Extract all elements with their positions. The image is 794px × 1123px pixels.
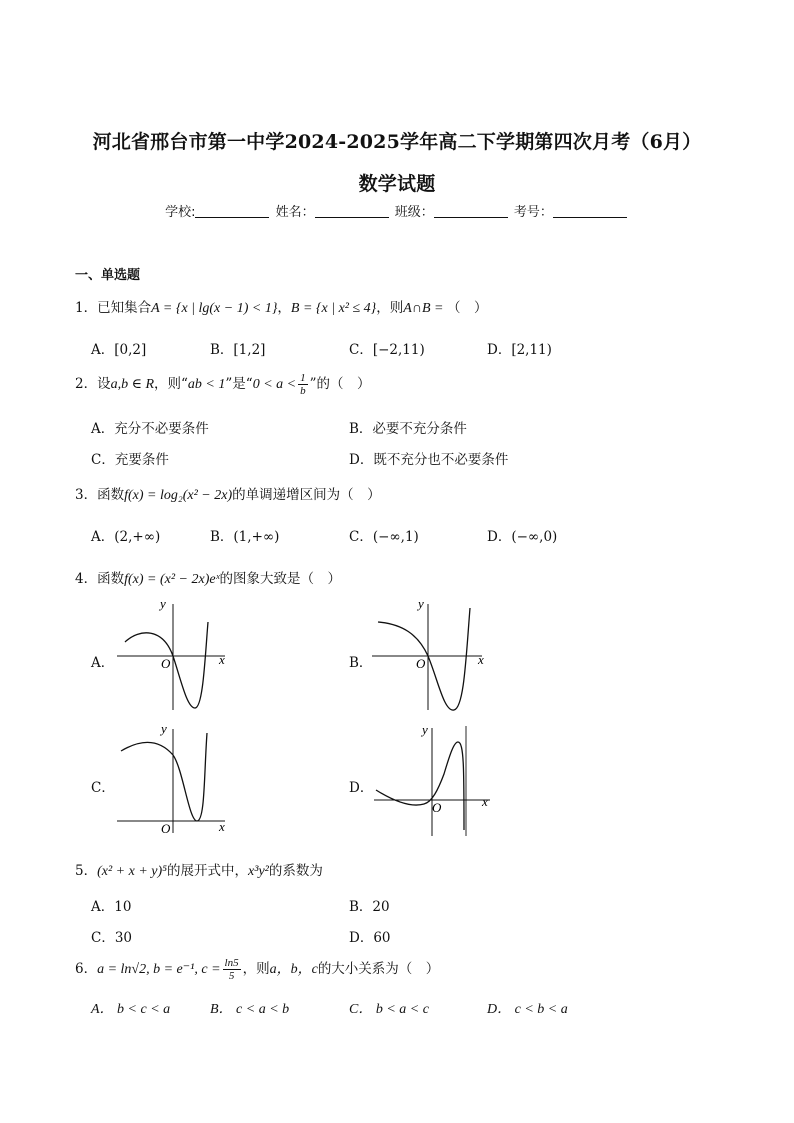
q4-graph-c[interactable] — [115, 725, 235, 837]
q4-graph-b[interactable] — [370, 598, 490, 714]
question-number: 4． — [75, 571, 98, 587]
stem-math: a = ln√2, b = e⁻¹, c = — [97, 962, 221, 977]
curve — [121, 733, 207, 821]
q3-option-d[interactable]: D．(−∞,0) — [487, 529, 558, 545]
origin-label: O — [416, 656, 426, 671]
stem-math: 0 < a < — [252, 377, 297, 392]
field-name-blank[interactable] — [315, 204, 389, 218]
y-label: y — [418, 598, 424, 611]
q5-option-a[interactable]: A．10 — [91, 899, 132, 915]
stem-text: 已知集合 — [97, 300, 152, 316]
q4-graph-a[interactable] — [115, 598, 235, 714]
q1-option-b[interactable]: B．[1,2] — [210, 342, 266, 358]
q4-graph-d[interactable] — [372, 720, 496, 840]
question-number: 3． — [75, 487, 98, 503]
q3-option-a[interactable]: A．(2,+∞) — [91, 529, 161, 545]
field-class-label: 班级： — [394, 205, 434, 220]
fraction-numerator: ln5 — [224, 957, 239, 969]
origin-label: O — [432, 800, 442, 815]
fraction-denominator: 5 — [228, 970, 235, 982]
q4-option-a[interactable]: A． — [91, 655, 115, 671]
y-label: y — [422, 722, 428, 737]
stem-text: 函数 — [97, 571, 125, 587]
q4-option-d[interactable]: D． — [349, 780, 374, 796]
q6-option-b[interactable]: B． c < a < b — [210, 1002, 290, 1017]
stem-math: f(x) = (x² − 2x)eˣ — [124, 572, 220, 587]
question-3-stem — [75, 483, 381, 504]
stem-math: (x² + x + y)⁵ — [97, 864, 168, 879]
q1-option-c[interactable]: C．[−2,11) — [349, 342, 425, 358]
question-4-stem — [75, 567, 341, 588]
stem-math: B = {x | x² ≤ 4} — [290, 301, 377, 316]
stem-text: 函数 — [97, 487, 125, 503]
stem-math: A = {x | lg(x − 1) < 1} — [151, 301, 278, 316]
stem-text: 的系数为 — [268, 863, 323, 879]
stem-math: f(x) = log₂(x² − 2x) — [124, 488, 233, 503]
stem-math: ab < 1 — [187, 377, 226, 392]
origin-label: O — [161, 821, 171, 836]
x-label: x — [219, 819, 225, 834]
stem-text: 的大小关系为（ ） — [317, 961, 440, 977]
origin-label: O — [161, 656, 171, 671]
q5-option-b[interactable]: B．20 — [349, 899, 390, 915]
stem-text: ”是“ — [225, 376, 253, 392]
exam-subtitle: 数学试题 — [358, 173, 436, 195]
field-id-blank[interactable] — [553, 204, 627, 218]
q1-option-d[interactable]: D．[2,11) — [487, 342, 552, 358]
stem-text: ，则“ — [154, 376, 188, 392]
question-5-stem — [75, 859, 323, 880]
q6-option-d[interactable]: D． c < b < a — [487, 1002, 568, 1017]
q6-option-c[interactable]: C． b < a < c — [349, 1002, 429, 1017]
q4-option-b[interactable]: B． — [349, 655, 373, 671]
stem-text: ，则 — [242, 961, 270, 977]
student-info-line — [0, 201, 794, 220]
q5-option-c[interactable]: C．30 — [91, 930, 133, 946]
question-6-stem — [75, 957, 439, 982]
stem-text: 的展开式中， — [167, 863, 249, 879]
question-number: 2． — [75, 376, 98, 392]
x-label: x — [219, 652, 225, 667]
q1-option-a[interactable]: A．[0,2] — [91, 342, 147, 358]
q2-option-b[interactable]: B．必要不充分条件 — [349, 421, 467, 437]
q3-option-c[interactable]: C．(−∞,1) — [349, 529, 419, 545]
stem-text: ”的（ ） — [309, 376, 371, 392]
y-label: y — [160, 598, 166, 611]
question-number: 5． — [75, 863, 98, 879]
question-2-stem — [75, 372, 371, 397]
stem-math: a，b，c — [269, 962, 318, 977]
question-1-stem — [75, 296, 487, 317]
question-number: 6． — [75, 961, 98, 977]
stem-text: 的图象大致是（ ） — [219, 571, 342, 587]
x-label: x — [478, 652, 484, 667]
x-label: x — [482, 794, 488, 809]
stem-text: ， — [277, 300, 291, 316]
field-id-label: 考号： — [513, 205, 553, 220]
y-label: y — [161, 725, 167, 736]
q4-option-c[interactable]: C． — [91, 780, 115, 796]
question-number: 1． — [75, 300, 98, 316]
stem-text: ，则 — [376, 300, 404, 316]
exam-title: 河北省邢台市第一中学2024-2025学年高二下学期第四次月考（6月） — [92, 131, 702, 153]
q6-option-a[interactable]: A． b < c < a — [91, 1002, 171, 1017]
stem-math: x³y² — [248, 864, 269, 879]
q2-option-d[interactable]: D．既不充分也不必要条件 — [349, 452, 509, 468]
stem-text: 设 — [97, 376, 111, 392]
q3-option-b[interactable]: B．(1,+∞) — [210, 529, 280, 545]
field-class-blank[interactable] — [434, 204, 508, 218]
q2-option-c[interactable]: C．充要条件 — [91, 452, 169, 468]
stem-math: A∩B = — [403, 301, 447, 316]
curve — [376, 742, 464, 830]
field-school-label: 学校: — [165, 205, 196, 220]
fraction-1-over-b — [298, 372, 308, 397]
q5-option-d[interactable]: D．60 — [349, 930, 391, 946]
stem-math: a,b ∈ R — [110, 377, 155, 392]
fraction-ln5-over-5 — [223, 957, 241, 982]
stem-text: 的单调递增区间为（ ） — [232, 487, 381, 503]
q2-option-a[interactable]: A．充分不必要条件 — [91, 421, 209, 437]
field-school-blank[interactable] — [195, 204, 269, 218]
section-heading: 一、单选题 — [75, 268, 141, 283]
field-name-label: 姓名： — [275, 205, 315, 220]
answer-bracket: （ ） — [446, 300, 488, 316]
fraction-numerator: 1 — [300, 372, 306, 384]
fraction-denominator: b — [300, 385, 306, 397]
